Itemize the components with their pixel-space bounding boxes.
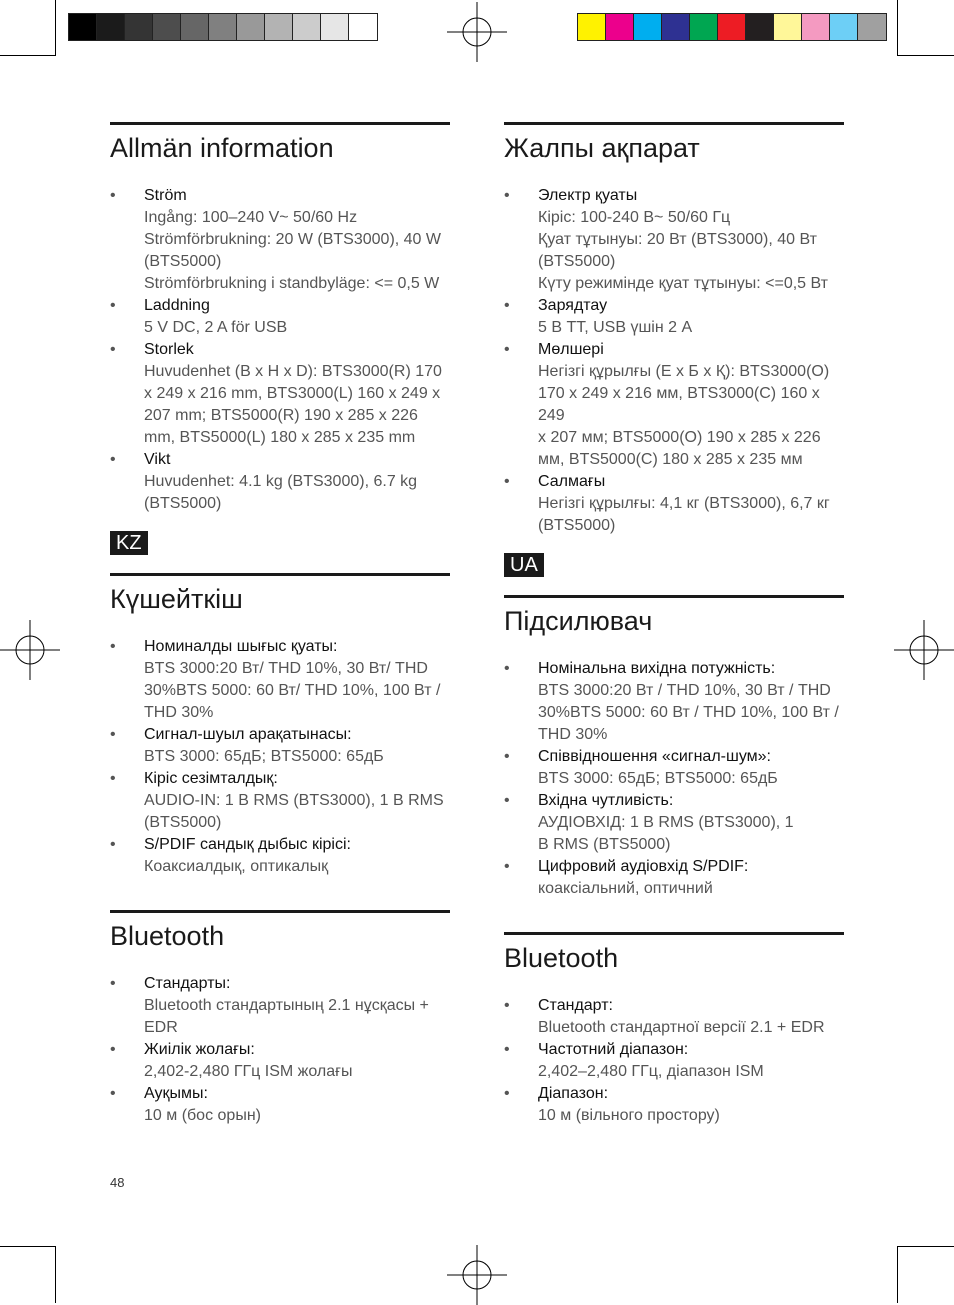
- spec-term: Сигнал-шуыл арақатынасы:: [144, 726, 352, 743]
- spec-value: 10 м (вільного простору): [538, 1107, 720, 1124]
- color-swatch: [718, 14, 746, 40]
- crop-mark: [897, 55, 954, 56]
- spec-term: Стандарт:: [538, 997, 613, 1014]
- crop-mark: [0, 55, 56, 56]
- page-number: 48: [110, 1175, 125, 1190]
- bullet-icon: •: [110, 770, 116, 787]
- list-item: [504, 856, 844, 900]
- crop-mark: [55, 1246, 56, 1303]
- bullet-icon: •: [110, 1085, 116, 1102]
- gray-swatch: [69, 14, 97, 40]
- color-swatch: [802, 14, 830, 40]
- bullet-icon: •: [504, 341, 510, 358]
- left-column: [110, 122, 450, 1127]
- list-item: [110, 636, 450, 724]
- bullet-icon: •: [110, 297, 116, 314]
- crop-mark: [55, 0, 56, 56]
- registration-mark-icon: [447, 2, 507, 62]
- section-heading: Bluetooth: [110, 921, 225, 951]
- bullet-icon: •: [110, 451, 116, 468]
- spec-term: Storlek: [144, 341, 194, 358]
- color-swatch: [662, 14, 690, 40]
- spec-term: Ström: [144, 187, 187, 204]
- spec-list: [504, 185, 844, 537]
- bullet-icon: •: [110, 726, 116, 743]
- spec-value: 5 V DC, 2 A för USB: [144, 319, 288, 336]
- spec-value: 5 В ТТ, USB үшін 2 А: [538, 319, 693, 336]
- bullet-icon: •: [504, 473, 510, 490]
- section-heading: Күшейткіш: [110, 584, 243, 614]
- list-item: [110, 339, 450, 449]
- color-bar: [577, 13, 887, 41]
- gray-swatch: [153, 14, 181, 40]
- spec-list: [110, 636, 450, 878]
- section: [110, 122, 450, 515]
- section-heading: Жалпы ақпарат: [504, 133, 700, 163]
- gray-swatch: [293, 14, 321, 40]
- bullet-icon: •: [504, 660, 510, 677]
- list-item: [504, 471, 844, 537]
- bullet-icon: •: [110, 975, 116, 992]
- spec-value: BTS 3000: 65дБ; BTS5000: 65дБ: [144, 748, 384, 765]
- color-swatch: [830, 14, 858, 40]
- crop-mark: [897, 0, 898, 56]
- bullet-icon: •: [504, 748, 510, 765]
- spec-term: Співвідношення «сигнал-шум»:: [538, 748, 771, 765]
- registration-mark-icon: [894, 620, 954, 680]
- bullet-icon: •: [504, 1041, 510, 1058]
- spec-term: Стандарты:: [144, 975, 231, 992]
- spec-value: Huvudenhet: 4.1 kg (BTS3000), 6.7 kg (BTS5000): [144, 473, 418, 512]
- list-item: [110, 1083, 450, 1127]
- bullet-icon: •: [110, 341, 116, 358]
- section-rule: [504, 122, 844, 125]
- registration-mark-icon: [0, 620, 60, 680]
- list-item: [110, 449, 450, 515]
- bullet-icon: •: [504, 997, 510, 1014]
- bullet-icon: •: [504, 297, 510, 314]
- section: [504, 932, 844, 1127]
- section-rule: [110, 573, 450, 576]
- spec-value: Кіріс: 100-240 В~ 50/60 Гц Қуат тұтынуы: 20 Вт (BTS3000), 40 Вт (BTS5000) Күту режимінде қуат тұтынуы: <=0,5 Вт: [538, 209, 828, 292]
- spec-value: Негізгі құрылғы (Е x Б x Қ): BTS3000(О) 170 x 249 x 216 мм, BTS3000(С) 160 x 249 x 207 мм; BTS5000(О) 190 x 285 x 226 мм, BTS5000(С) 180 x 285 x 235 мм: [538, 363, 830, 468]
- bullet-icon: •: [110, 1041, 116, 1058]
- list-item: [504, 295, 844, 339]
- bullet-icon: •: [110, 187, 116, 204]
- spec-value: Коаксиалдық, оптикалық: [144, 858, 329, 875]
- spec-term: Номиналды шығыс қуаты:: [144, 638, 338, 655]
- spec-term: Ауқымы:: [144, 1085, 208, 1102]
- list-item: [504, 790, 844, 856]
- spec-value: 10 м (бос орын): [144, 1107, 261, 1124]
- spec-term: Vikt: [144, 451, 171, 468]
- section-heading: Allmän information: [110, 133, 334, 163]
- language-tag: UA: [504, 553, 544, 577]
- language-tag: KZ: [110, 531, 148, 555]
- section-rule: [110, 910, 450, 913]
- color-swatch: [634, 14, 662, 40]
- list-item: [110, 724, 450, 768]
- list-item: [110, 973, 450, 1039]
- section: [504, 122, 844, 537]
- spec-value: BTS 3000: 65дБ; BTS5000: 65дБ: [538, 770, 778, 787]
- list-item: [504, 746, 844, 790]
- list-item: [504, 658, 844, 746]
- color-swatch: [858, 14, 886, 40]
- registration-mark-icon: [447, 1245, 507, 1305]
- color-swatch: [746, 14, 774, 40]
- gray-swatch: [209, 14, 237, 40]
- right-column: [504, 122, 844, 1127]
- gray-swatch: [321, 14, 349, 40]
- spec-term: Жиілік жолағы:: [144, 1041, 255, 1058]
- spec-value: коаксіальний, оптичний: [538, 880, 713, 897]
- bullet-icon: •: [504, 792, 510, 809]
- spec-value: Bluetooth стандартної версії 2.1 + EDR: [538, 1019, 825, 1036]
- spec-value: 2,402–2,480 ГГц, діапазон ISM: [538, 1063, 764, 1080]
- spec-value: Негізгі құрылғы: 4,1 кг (BTS3000), 6,7 кг (BTS5000): [538, 495, 830, 534]
- grayscale-bar: [68, 13, 378, 41]
- spec-term: S/PDIF сандық дыбыс кірісі:: [144, 836, 351, 853]
- spec-term: Номінальна вихідна потужність:: [538, 660, 776, 677]
- gray-swatch: [349, 14, 377, 40]
- list-item: [110, 834, 450, 878]
- crop-mark: [897, 1246, 954, 1247]
- gray-swatch: [97, 14, 125, 40]
- spec-term: Частотний діапазон:: [538, 1041, 689, 1058]
- crop-mark: [0, 1246, 56, 1247]
- bullet-icon: •: [110, 836, 116, 853]
- list-item: [504, 995, 844, 1039]
- spec-value: BTS 3000:20 Вт / THD 10%, 30 Вт / THD 30%BTS 5000: 60 Вт / THD 10%, 100 Вт / THD 30%: [538, 682, 839, 743]
- spec-list: [110, 185, 450, 515]
- spec-value: Ingång: 100–240 V~ 50/60 Hz Strömförbrukning: 20 W (BTS3000), 40 W (BTS5000) Strömförbrukning i standbyläge: <= 0,5 W: [144, 209, 441, 292]
- spec-term: Вхідна чутливість:: [538, 792, 674, 809]
- list-item: [504, 185, 844, 295]
- spec-term: Салмағы: [538, 473, 606, 490]
- spec-list: [504, 658, 844, 900]
- list-item: [110, 185, 450, 295]
- color-swatch: [606, 14, 634, 40]
- spec-term: Мөлшері: [538, 341, 604, 358]
- spec-term: Зарядтау: [538, 297, 608, 314]
- bullet-icon: •: [504, 1085, 510, 1102]
- spec-term: Электр қуаты: [538, 187, 638, 204]
- list-item: [504, 1083, 844, 1127]
- list-item: [110, 1039, 450, 1083]
- spec-term: Цифровий аудіовхід S/PDIF:: [538, 858, 749, 875]
- list-item: [110, 295, 450, 339]
- gray-swatch: [125, 14, 153, 40]
- gray-swatch: [181, 14, 209, 40]
- section-heading: Bluetooth: [504, 943, 619, 973]
- section-heading: Підсилювач: [504, 606, 653, 636]
- spec-value: Huvudenhet (B x H x D): BTS3000(R) 170 x 249 x 216 mm, BTS3000(L) 160 x 249 x 207 mm; BTS5000(R) 190 x 285 x 226 mm, BTS5000(L) 180 x 285 x 235 mm: [144, 363, 442, 446]
- section-rule: [504, 595, 844, 598]
- spec-list: [504, 995, 844, 1127]
- color-swatch: [578, 14, 606, 40]
- list-item: [504, 1039, 844, 1083]
- spec-list: [110, 973, 450, 1127]
- spec-value: Bluetooth стандартының 2.1 нұсқасы + EDR: [144, 997, 429, 1036]
- crop-mark: [897, 1246, 898, 1303]
- section: [504, 537, 844, 932]
- list-item: [110, 768, 450, 834]
- spec-term: Кіріс сезімталдық:: [144, 770, 278, 787]
- spec-value: AUDIO-IN: 1 В RMS (BTS3000), 1 В RMS (BTS5000): [144, 792, 444, 831]
- spec-value: 2,402-2,480 ГГц ISM жолағы: [144, 1063, 353, 1080]
- gray-swatch: [265, 14, 293, 40]
- bullet-icon: •: [504, 187, 510, 204]
- bullet-icon: •: [110, 638, 116, 655]
- list-item: [504, 339, 844, 471]
- color-swatch: [774, 14, 802, 40]
- color-swatch: [690, 14, 718, 40]
- spec-term: Діапазон:: [538, 1085, 609, 1102]
- section: [110, 910, 450, 1127]
- spec-term: Laddning: [144, 297, 210, 314]
- section-rule: [110, 122, 450, 125]
- gray-swatch: [237, 14, 265, 40]
- spec-value: BTS 3000:20 Вт/ THD 10%, 30 Вт/ THD 30%BTS 5000: 60 Вт/ THD 10%, 100 Вт / THD 30%: [144, 660, 441, 721]
- section: [110, 515, 450, 910]
- section-rule: [504, 932, 844, 935]
- spec-value: АУДІОВХІД: 1 В RMS (BTS3000), 1 В RMS (BTS5000): [538, 814, 794, 853]
- bullet-icon: •: [504, 858, 510, 875]
